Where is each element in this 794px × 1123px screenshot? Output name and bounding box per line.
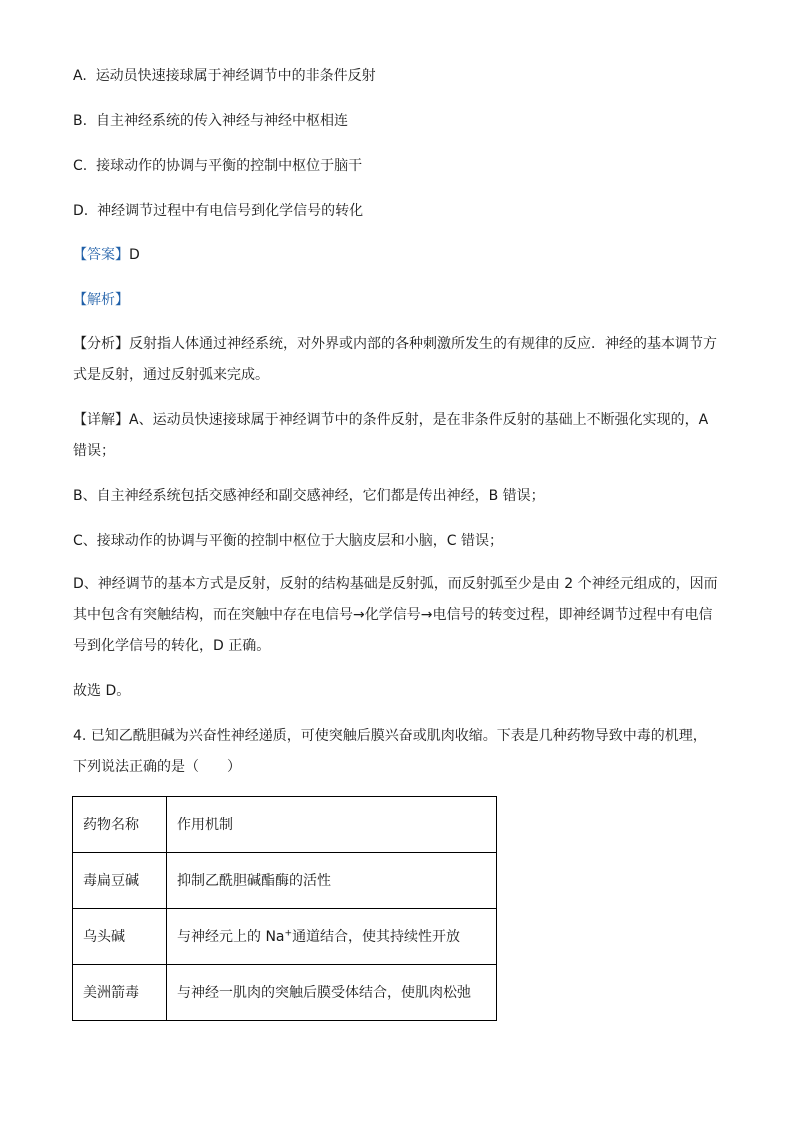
drug-name-cell: 毒扁豆碱 — [73, 853, 167, 909]
fenxi-label: 【分析】 — [73, 336, 129, 352]
drug-name-cell: 美洲箭毒 — [73, 965, 167, 1021]
option-c — [73, 156, 362, 176]
option-letter: B. — [73, 113, 88, 129]
analysis-label: 【解析】 — [73, 292, 129, 308]
option-b — [73, 111, 348, 131]
xiangjie-label: 【详解】 — [73, 412, 129, 428]
mechanism-cell: 抑制乙酰胆碱酯酶的活性 — [167, 853, 497, 909]
option-text: 接球动作的协调与平衡的控制中枢位于脑干 — [96, 158, 363, 174]
option-a — [73, 66, 376, 86]
answer-line — [73, 245, 140, 265]
table-header-row — [73, 797, 497, 853]
analysis-heading — [73, 290, 129, 310]
detail-b — [73, 486, 545, 506]
answer-label: 【答案】 — [73, 247, 129, 263]
drug-name-cell: 乌头碱 — [73, 909, 167, 965]
fenxi-text: 反射指人体通过神经系统，对外界或内部的各种刺激所发生的有规律的反应．神经的基本调节方式是反射，通过反射弧来完成。 — [73, 336, 717, 383]
answer-value: D — [129, 247, 140, 263]
detail-d — [73, 569, 719, 662]
xiangjie-text: A、运动员快速接球属于神经调节中的条件反射，是在非条件反射的基础上不断强化实现的，A错误； — [73, 412, 709, 459]
table-row — [73, 909, 497, 965]
option-letter: C. — [73, 158, 88, 174]
table-header-cell: 作用机制 — [167, 797, 497, 853]
mechanism-cell: 与神经一肌肉的突触后膜受体结合，使肌肉松弛 — [167, 965, 497, 1021]
fenxi-paragraph — [73, 329, 719, 391]
option-text: 运动员快速接球属于神经调节中的非条件反射 — [95, 68, 376, 84]
detail-c — [73, 531, 503, 551]
option-letter: A. — [73, 68, 87, 84]
question-text: 已知乙酰胆碱为兴奋性神经递质，可使突触后膜兴奋或肌肉收缩。下表是几种药物导致中毒的机理，下列说法正确的是（ ） — [73, 728, 707, 775]
conclusion — [73, 681, 130, 701]
detail-c-text: C、接球动作的协调与平衡的控制中枢位于大脑皮层和小脑，C 错误； — [73, 533, 503, 549]
option-d — [73, 201, 363, 221]
ion-charge: + — [284, 927, 293, 938]
drug-mechanism-table — [72, 796, 497, 1021]
detail-b-text: B、自主神经系统包括交感神经和副交感神经，它们都是传出神经，B 错误； — [73, 488, 545, 504]
table-header-cell: 药物名称 — [73, 797, 167, 853]
mechanism-cell — [167, 909, 497, 965]
mechanism-text: 与神经元上的 Na — [177, 928, 285, 945]
conclusion-text: 故选 D。 — [73, 683, 131, 699]
detail-d-text: D、神经调节的基本方式是反射，反射的结构基础是反射弧，而反射弧至少是由 2 个神经元组成的，因而其中包含有突触结构，而在突触中存在电信号→化学信号→电信号的转变过程，即神经调节过程中有电信号到化学信号的转化，D 正确。 — [73, 576, 718, 654]
mechanism-text: 通道结合，使其持续性开放 — [292, 928, 461, 945]
table-row — [73, 853, 497, 909]
xiangjie-paragraph — [73, 405, 719, 467]
option-text: 自主神经系统的传入神经与神经中枢相连 — [95, 113, 348, 129]
question-number: 4. — [73, 728, 87, 744]
option-text: 神经调节过程中有电信号到化学信号的转化 — [97, 203, 364, 219]
table-row — [73, 965, 497, 1021]
option-letter: D. — [73, 203, 89, 219]
question-4 — [73, 721, 719, 783]
